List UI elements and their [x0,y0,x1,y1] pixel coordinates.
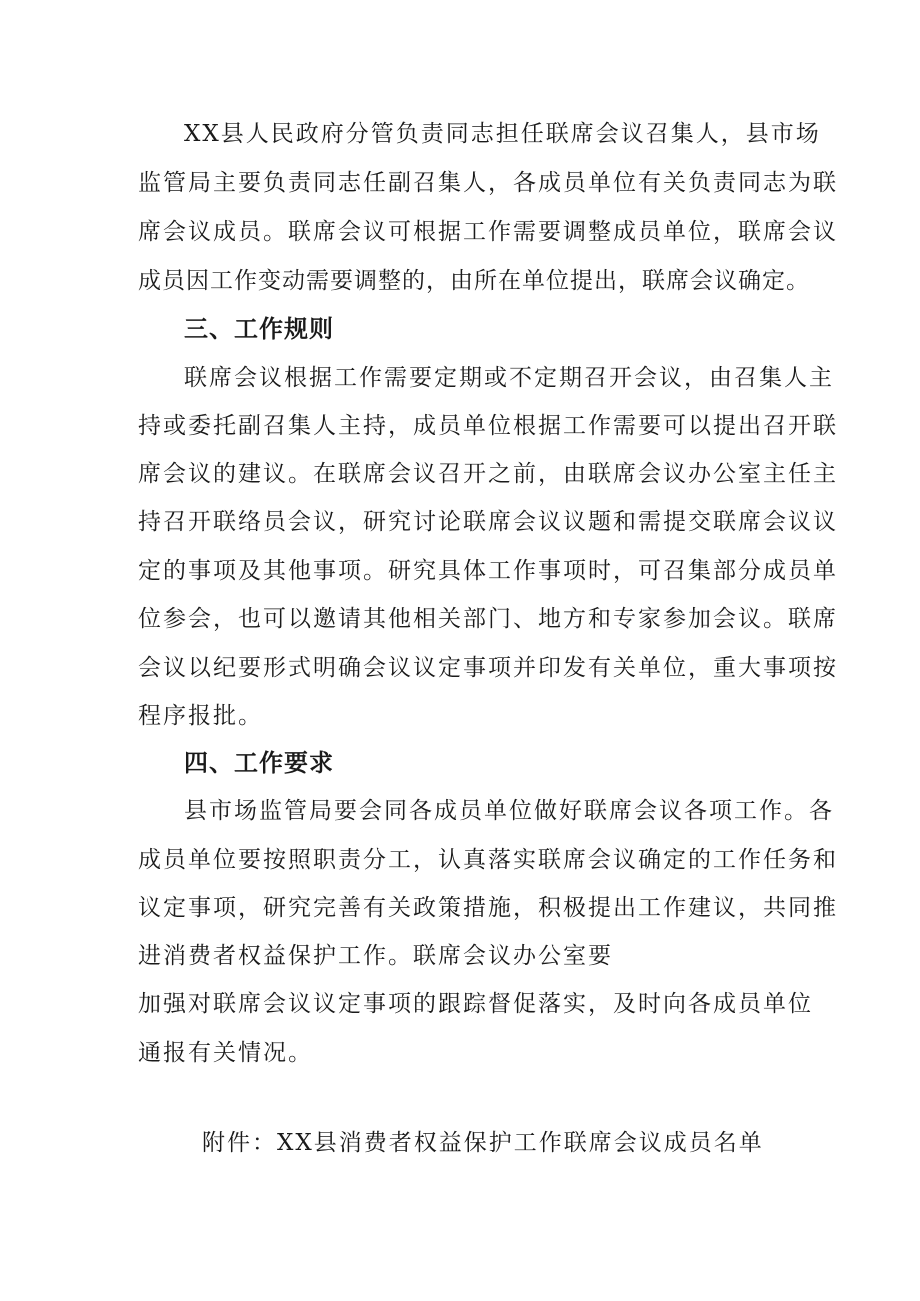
paragraph-line: 成员单位要按照职责分工，认真落实联席会议确定的工作任务和 [138,847,838,873]
paragraph-line: 位参会，也可以邀请其他相关部门、地方和专家参加会议。联席 [138,606,838,632]
paragraph-line: 通报有关情况。 [138,1040,313,1066]
paragraph-line: 联席会议根据工作需要定期或不定期召开会议，由召集人主 [184,365,834,391]
paragraph-line: 议定事项，研究完善有关政策措施，积极提出工作建议，共同推 [138,895,838,921]
section-heading: 三、工作规则 [184,315,334,343]
paragraph-line: 成员因工作变动需要调整的，由所在单位提出，联席会议确定。 [138,268,810,294]
paragraph-line: 定的事项及其他事项。研究具体工作事项时，可召集部分成员单 [138,558,838,584]
section-heading: 四、工作要求 [184,749,334,777]
paragraph-line: XX县人民政府分管负责同志担任联席会议召集人，县市场 [184,121,821,147]
paragraph-line: 加强对联席会议议定事项的跟踪督促落实，及时向各成员单位 [138,991,813,1017]
paragraph-line: 进消费者权益保护工作。联席会议办公室要 [138,943,613,969]
paragraph-line: 持或委托副召集人主持，成员单位根据工作需要可以提出召开联 [138,413,838,439]
paragraph-line: 程序报批。 [138,703,263,729]
paragraph-line: 县市场监管局要会同各成员单位做好联席会议各项工作。各 [184,798,834,824]
paragraph-line: 席会议成员。联席会议可根据工作需要调整成员单位，联席会议 [138,219,838,245]
paragraph-line: 席会议的建议。在联席会议召开之前，由联席会议办公室主任主 [138,461,838,487]
paragraph-line: 持召开联络员会议，研究讨论联席会议议题和需提交联席会议议 [138,509,838,535]
paragraph-line: 监管局主要负责同志任副召集人，各成员单位有关负责同志为联 [138,170,838,196]
attachment-note: 附件：XX县消费者权益保护工作联席会议成员名单 [202,1130,764,1156]
paragraph-line: 会议以纪要形式明确会议议定事项并印发有关单位，重大事项按 [138,655,838,681]
